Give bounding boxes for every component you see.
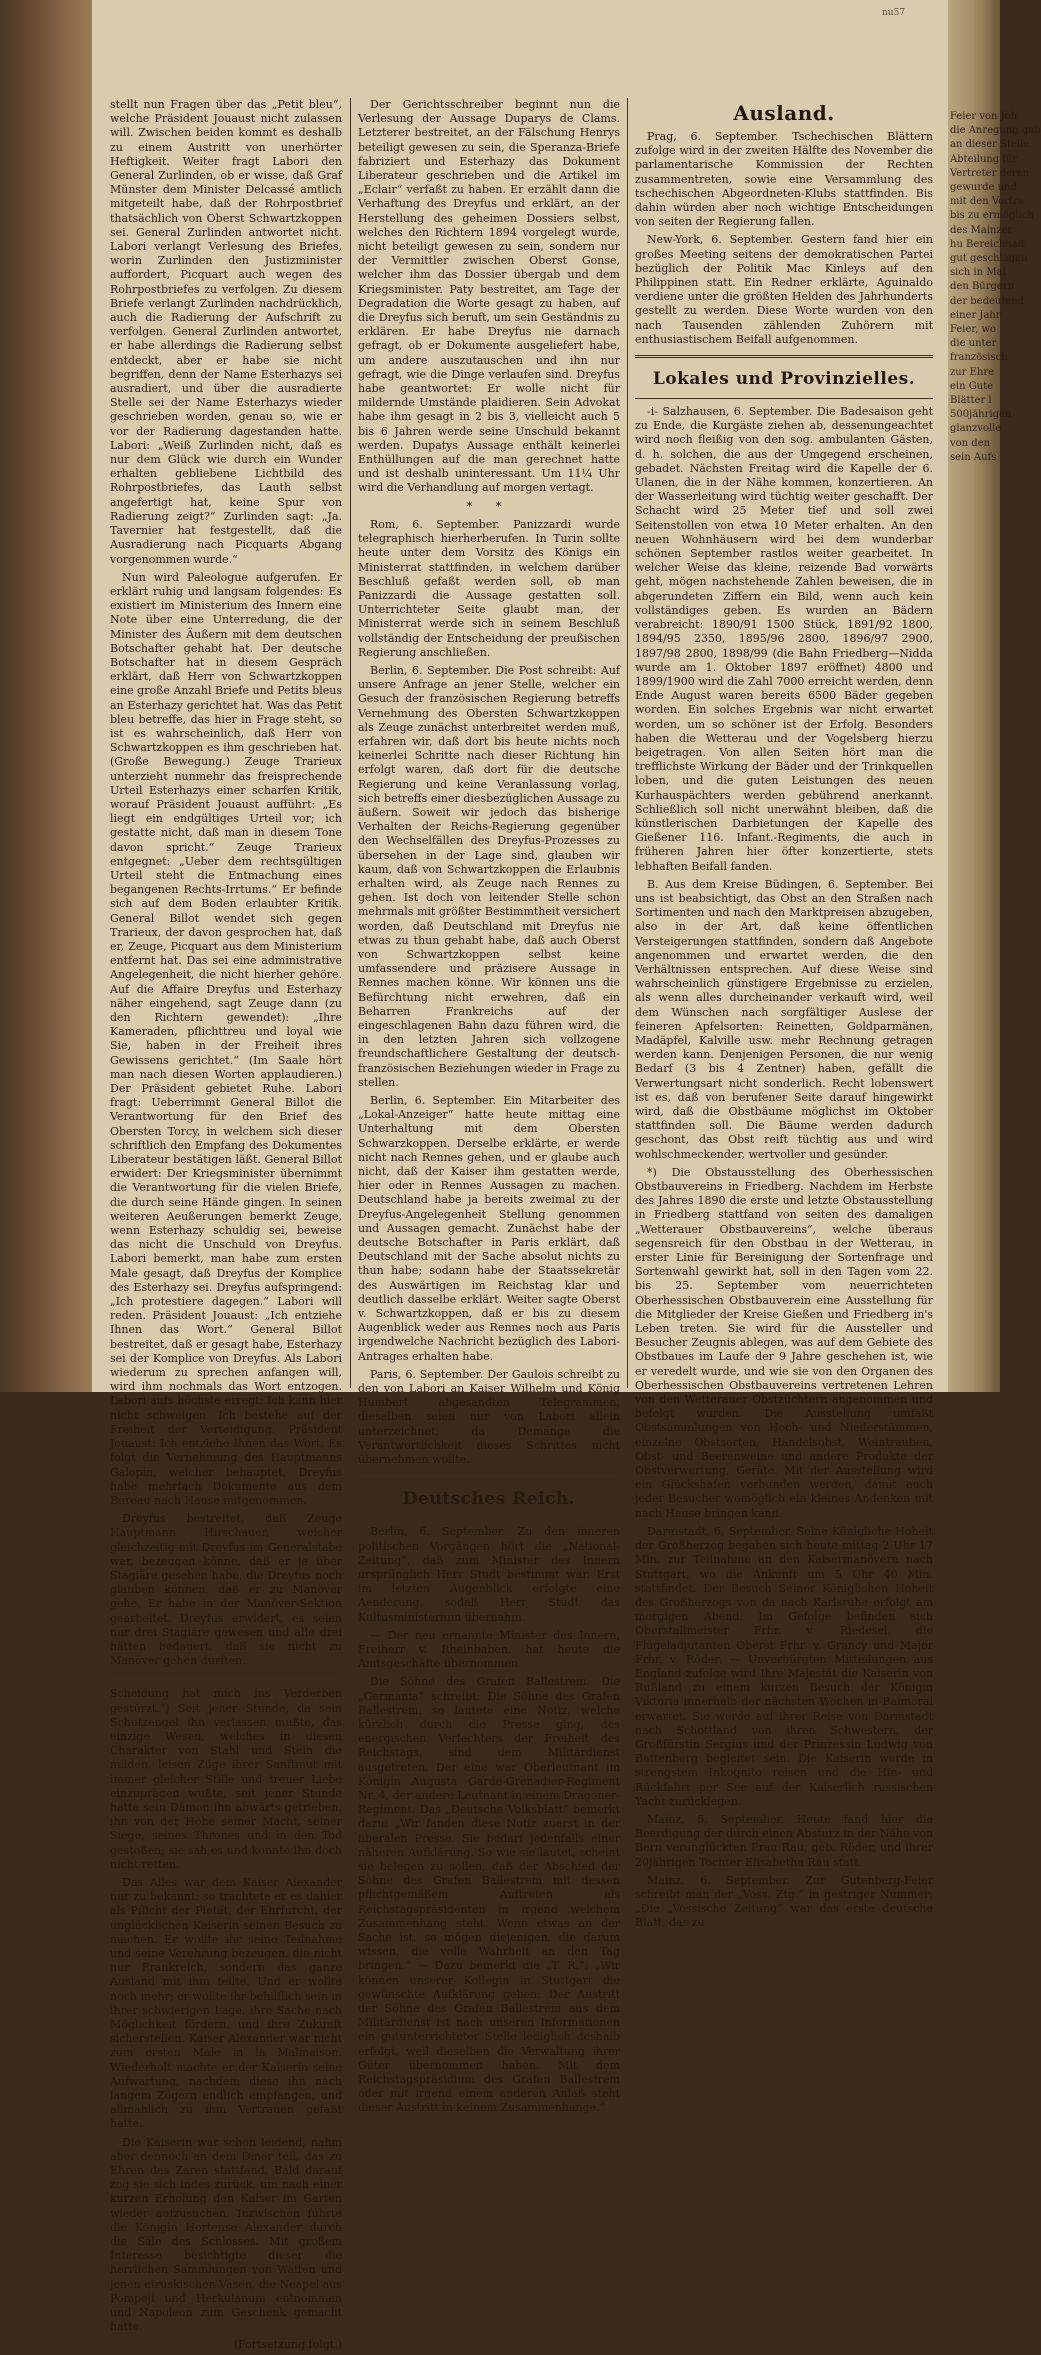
article-paragraph: stellt nun Fragen über das „Petit bleu“, welche Präsident Jouaust nicht zulassen will. Zwischen beiden kommt es deshalb zu einem Austritt von unerhörter Heftigkeit. Weiter fragt Labori den General Zurlinden, ob er wisse, daß Graf Münster dem Minister Delcassé amtlich mitgeteilt habe, daß der Rohrpostbrief thatsächlich von Oberst Schwartzkoppen sei. General Zurlinden antwortet nicht. Labori verlangt Verlesung des Briefes, worin Zurlinden den Justizminister auffordert, Picquart auch wegen des Rohrpostbriefes zu verfolgen. Zu diesem Briefe verlangt Zurlinden nachdrücklich, auch die Radierung der Aufschrift zu verfolgen. General Zurlinden antwortet, er habe allerdings die Radierung selbst entdeckt, aber er habe sie nicht begriffen, denn der Name Esterhazys sei ausradiert, und über die ausradierte Stelle sei der Name Esterhazys wieder geschrieben worden, genau so, wie er vor der Radierung dagestanden hatte. Labori: „Weiß Zurlinden nicht, daß es nur dem Glück wie durch ein Wunder erhalten gebliebene Lichtbild des Rohrpostbriefes, das Lauth selbst angefertigt hat, keine Spur von Radierung zeigt?“ Zurlinden sagt: „Ja. Tavernier hat festgestellt, daß die Ausradierung nach Picquarts Abgang vorgenommen wurde.“	[110, 98, 342, 566]
adjacent-page-edge	[948, 0, 1041, 1392]
separator-dots: * *	[466, 499, 512, 513]
article-paragraph: Der Gerichtsschreiber beginnt nun die Verlesung der Aussage Duparys de Clams. Letzterer bestreitet, an der Fälschung Henrys beteiligt gewesen zu sein, die Speranza-Briefe fabriziert und Esterhazy das Dokument Liberateur geschrieben und die Artikel im „Eclair“ verfaßt zu haben. Er erzählt dann die Verhaftung des Dreyfus und erklärt, an der Herstellung des geheimen Dossiers selbst, welches den Richtern 1894 vorgelegt wurde, nicht beteiligt gewesen zu sein, sondern nur der Vermittler zwischen Oberst Gonse, welcher ihm das Dossier übergab und dem Kriegsminister. Paty bestreitet, am Tage der Degradation die Worte gesagt zu haben, auf die Dreyfus sich beruft, um sein Geständnis zu erklären. Er habe Dreyfus nie darnach gefragt, ob er Dokumente ausgeliefert habe, um andere auszutauschen und ihn nur gefragt, wie die Dinge verlaufen sind. Dreyfus habe geantwortet: Er wolle nicht für mildernde Umstände plaidieren. Sein Advokat habe ihm gesagt in 2 bis 3, vielleicht auch 5 bis 6 Jahren werde seine Unschuld bekannt werden. Dupatys Aussage enthält keinerlei Enthüllungen auf die man gerechnet hatte und ist deshalb uninteressant. Um 11¼ Uhr wird die Verhandlung auf morgen vertagt.	[358, 98, 620, 495]
article-paragraph: Prag, 6. September. Tschechischen Blättern zufolge wird in der zweiten Hälfte des November die parlamentarische Kommission der Rechten zusammentreten, sowie eine Versammlung des tschechischen Abgeordneten-Klubs stattfinden. Bis dahin würden aber noch wichtige Entscheidungen von seiten der Regierung fallen.	[635, 130, 933, 229]
section-heading-lokales: Lokales und Provinzielles.	[652, 369, 916, 390]
edge-line: ein Gute	[950, 380, 994, 392]
article-paragraph: New-York, 6. September. Gestern fand hier ein großes Meeting seitens der demokratischen Partei bezüglich der Politik Mac Kinleys auf den Philippinen statt. Ein Redner erklärte, Aguinaldo verdiene unter die größten Helden des Jahrhunderts gestellt zu werden. Diese Worte wurden von den nach Tausenden zählenden Zuhörern mit enthusiastischem Beifall aufgenommen.	[635, 233, 933, 346]
column-3	[635, 98, 933, 1935]
edge-line: die Anregung gab	[950, 125, 1041, 137]
section-heading-ausland: Ausland.	[733, 101, 835, 125]
edge-line: der bedeutend	[950, 295, 1025, 307]
article-paragraph: Berlin, 6. September. Die Post schreibt: Auf unsere Anfrage an jener Stelle, welcher ein Gesuch der französischen Regierung betreffs Vernehmung des Obersten Schwartzkoppen als Zeuge zunächst unterbreitet werden muß, erfahren wir, daß dort bis heute nichts noch keinerlei Schritte nach dieser Richtung hin erfolgt waren, daß dort für die deutsche Regierung und keine Veranlassung vorlag, sich betreffs einer diesbezüglichen Aussage zu äußern. Soweit wir jedoch das bisherige Verhalten der Reichs-Regierung gegenüber den Wechselfällen des Dreyfus-Prozesses zu übersehen in der Lage sind, glauben wir kaum, daß von Schwartzkoppen die Erlaubnis erhalten wird, als Zeuge nach Rennes zu gehen. Ist doch von leitender Stelle schon mehrmals mit größter Bestimmtheit versichert worden, daß Deutschland mit Dreyfus nie etwas zu thun gehabt habe, daß auch Oberst von Schwartzkoppen selbst keine umfassendere und präzisere Aussage in Rennes machen könne. Wir können uns die Befürchtung nicht erwehren, daß ein Beharren Frankreichs auf der eingeschlagenen Bahn dazu führen wird, die in den letzten Jahren sich vollzogene freundschaftlichere Gestaltung der deutsch-französischen Beziehungen wieder in Frage zu stellen.	[358, 663, 620, 1089]
article-paragraph: Darmstadt, 6. September. Seine Königliche Hoheit der Großherzog begaben sich heute mittag 2 Uhr 17 Min. zur Teilnahme an den Kaisermanövern nach Stuttgart, wo die Ankunft um 5 Uhr 40 Min. stattfindet. Der Besuch Seiner Königlichen Hoheit des Großherzogs von da nach Karlsruhe erfolgt am morgigen Abend. Im Gefolge befinden sich Oberstallmeister Frhr. v. Riedesel, die Flügeladjutanten Oberst Frhr. v. Grancy und Major Frhr. v. Röder. — Unverbürgten Mitteilungen aus England zufolge wird Ihre Majestät die Kaiserin von Rußland zu einem kurzen Besuch der Königin Viktoria innerhalb der nächsten Wochen in Balmoral erwartet. Sie werde auf ihrer Reise von Darmstadt nach Schottland von ihren Schwestern, der Großfürstin Sergius und der Prinzessin Ludwig von Battenberg begleitet sein. Die Kaiserin werde in strengstem Inkognito reisen und die Hin- und Rückfahrt per See auf der Kaiserlich russischen Yacht zurücklegen.	[635, 1524, 933, 1808]
edge-line: mit den Vortra	[950, 196, 1024, 208]
article-paragraph: Berlin, 6. September. Ein Mitarbeiter des „Lokal-Anzeiger“ hatte heute mittag eine Unterhaltung mit dem Obersten Schwarzkoppen. Derselbe erklärte, er werde nicht nach Rennes gehen, und er glaube auch nicht, daß der Kaiser ihm gestatten werde, hier oder in Rennes Aussagen zu machen. Deutschland habe ja bereits zweimal zu der Dreyfus-Angelegenheit Stellung genommen und Aussagen gemacht. Zunächst habe der deutsche Botschafter in Paris erklärt, daß Deutschland mit der Sache absolut nichts zu thun habe; sodann habe der Staatssekretär des Auswärtigen im Reichstag klar und deutlich dasselbe erklärt. Weiter sagte Oberst v. Schwartzkoppen, daß er bis zu diesem Augenblick weder aus Rennes noch aus Paris irgendwelche Nachricht bezüglich des Labori-Antrages erhalten habe.	[358, 1094, 620, 1363]
edge-line: Blätter l	[950, 395, 992, 407]
page-number: nu57	[882, 8, 906, 18]
article-paragraph: Nun wird Paleologue aufgerufen. Er erklärt ruhig und langsam folgendes: Es existiert im Ministerium des Innern eine Note über eine Unterredung, die der Minister des Äußern mit dem deutschen Botschafter gehabt hat. Der deutsche Botschafter hat in diesem Gespräch erklärt, daß Herr von Schwartzkoppen eine große Anzahl Briefe und Petits bleus an Esterhazy gerichtet hat. Was das Petit bleu betreffe, das hier in Frage steht, so ist es wahrscheinlich, daß Herr von Schwartzkoppen es ihm geschrieben hat. (Große Bewegung.) Zeuge Trarieux unterzieht nunmehr das freisprechende Urteil Esterhazys einer scharfen Kritik, worauf Präsident Jouaust aufführt: „Es liegt ein endgültiges Urteil vor; ich gestatte nicht, daß man in diesem Tone davon spricht.“ Zeuge Trarieux entgegnet: „Ueber dem rechtsgültigen Urteil steht die Entmachung eines begangenen Rechts-Irrtums.“ Er befinde sich auf dem Boden erlaubter Kritik. General Billot wendet sich gegen Trarieux, der davon gesprochen hat, daß er, Zeuge, Picquart aus dem Ministerium entfernt hat. Das sei eine administrative Angelegenheit, die nicht hierher gehöre. Auf die Affaire Dreyfus und Esterhazy näher eingehend, sagt Zeuge dann (zu den Richtern gewendet): „Ihre Kameraden, pflichttreu und loyal wie Sie, haben in der Freiheit ihres Gewissens gerichtet.“ (Im Saale hört man nach diesen Worten applaudieren.) Der Präsident gebietet Ruhe. Labori fragt: Ueberrimmt General Billot die Verantwortung für den Brief des Obersten Torcy, in welchem sich dieser schriftlich den Empfang des Dokumentes Liberateur bestätigen läßt. General Billot erwidert: Der Kriegsminister übernimmt die Verantwortung für die vielen Briefe, die durch seine Hände gingen. In seinen weiteren Aeußerungen bemerkt Zeuge, wenn Esterhazy schuldig sei, beweise das nicht die Unschuld von Dreyfus. Labori bemerkt, man habe zum ersten Male gesagt, daß Dreyfus der Komplice des Esterhazy sei. Dreyfus aufspringend: „Ich protestiere dagegen.“ Labori will reden. Präsident Jouaust: „Ich entziehe Ihnen das Wort.“ General Billot bestreitet, daß er gesagt habe, Esterhazy sei der Komplice von Dreyfus. Als Labori wiederum zu sprechen anfangen will, wird ihm nochmals das Wort entzogen. Labori aufs höchste erregt: Ich kann hier nicht schweigen. Ich bestehe auf der Freiheit der Verteidigung. Präsident Jouaust: Ich entziehe Ihnen das Wort. Es folgt die Vernehmung des Hauptmanns Galopin, welcher behauptet, Dreyfus habe mehrfach Dokumente aus dem Bureau nach Hause mitgenommen.	[110, 570, 342, 1507]
article-paragraph: Dreyfus bestreitet, daß Zeuge Hauptmann Hirschauer, welcher gleichzeitig mit Dreyfus im Generalstabe war, bezeugen könne, daß er je über Stagiäre gesehen habe, die Dreyfus noch glauben können, daß er zu Manöver gehe. Er habe in der Manöver-Sektion gearbeitet. Dreyfus erwidert, es seien nur drei Stagiäre gewesen und alle drei hätten bedauert, daß sie nicht zu Manöver gehen durften.	[110, 1512, 342, 1668]
edge-line: französisch	[950, 352, 1008, 364]
feuilleton-paragraph: Die Kaiserin war schon leidend, nahm aber dennoch an dem Diner teil, das zu Ehren des Zaren stattfand. Bald darauf zog sie sich indes zurück, um nach einer kurzen Erholung den Kaiser im Garten wieder aufzusuchen. Inzwischen führte die Königin Hortense Alexander durch die Säle des Schlosses. Mit großem Interesse besichtigte dieser die herrlichen Sammlungen von Waffen und jenen etruskischen Vasen, die Neapel aus Pompeji und Herkulanum entnommen und Napoleon zum Geschenk gemacht hatte.	[110, 2135, 343, 2334]
edge-line: Abteilung für	[950, 153, 1018, 165]
feuilleton-paragraph: Das Alles war dem Kaiser Alexander nur zu bekannt; so trachtete er es dahier als Pflicht der Pietät, der Ehrfurcht, der unglücklichen Kaiserin seinen Besuch zu machen. Er wollte ihr seine Teilnahme und seine Verehrung bezeugen, die nicht nur Frankreich, sondern das ganze Ausland mit ihm teilte. Und er wollte noch mehr; er wollte ihr behilflich sein in ihrer schwierigen Lage, ihre Sache nach Möglichkeit fördern, und ihre Zukunft sicherstellen. Kaiser Alexander war nicht zum ersten Male in la Malmaison. Wiederholt machte er der Kaiserin seine Aufwartung, nachdem diese ihn nach langem Zögern endlich empfangen, und allmählich zu ihm Vertrauen gefaßt hatte.	[110, 1875, 342, 2131]
edge-line: Feier, wo	[950, 324, 997, 336]
article-paragraph: -i- Salzhausen, 6. September. Die Badesaison geht zu Ende, die Kurgäste ziehen ab, dessenungeachtet wird noch fleißig von den sog. ambulanten Gästen, d. h. solchen, die aus der Umgegend erscheinen, gebadet. Nächsten Freitag wird die Kapelle der 6. Ulanen, die in der Nähe kommen, konzertieren. An der Wasserleitung wird tüchtig weiter geschafft. Der Schacht wird 25 Meter tief und soll zwei Seitenstollen von etwa 10 Meter erhalten. An den neuen Wohnhäusern wird bei dem wunderbar schönen September rastlos weiter gearbeitet. In welcher Weise das kleine, reizende Bad vorwärts geht, mögen nachstehende Zahlen beweisen, die in abgerundeten Ziffern ein Bild, wenn auch kein vollständiges geben. Es wurden an Bädern verabreicht: 1890/91 1500 Stück, 1891/92 1800, 1894/95 2350, 1895/96 2800, 1896/97 2900, 1897/98 2800, 1898/99 (die Bahn Friedberg—Nidda wurde am 1. Oktober 1897 eröffnet) 4800 und 1899/1900 wird die Zahl 7000 erreicht werden, denn Ende August waren bereits 6500 Bäder gegeben worden. Ein solches Ergebnis war nicht erwartet worden, um so schöner ist der Erfolg. Besonders haben die Wetterau und der Vogelsberg hierzu beigetragen. Von allen Seiten hört man die trefflichste Wirkung der Bäder und der Trinkquellen loben, und die guten Leistungen des neuen Kurhauspächters werden gebührend anerkannt. Schließlich soll nicht unerwähnt bleiben, daß die künstlerischen Darbietungen der Kapelle des Gießener 116. Infant.-Regiments, die auch in früheren Jahren hier öfter konzertierte, stets lebhaften Beifall fanden.	[635, 405, 933, 873]
edge-line: bis zu ermöglich	[950, 210, 1034, 222]
edge-line: glanzvolle	[950, 423, 1002, 435]
edge-line: einer Jahr	[950, 309, 1001, 321]
edge-line: 500jährigen	[950, 409, 1012, 421]
heading-rule	[358, 1518, 620, 1519]
article-paragraph: Berlin, 6. September. Zu den inneren politischen Vorgängen hört die „National-Zeitung“, daß zum Minister des Innern ursprünglich Herr Studt bestimmt war. Erst im letzten Augenblick erfolgte eine Aenderung, sodaß Herr Studt das Kultusministerium übernahm.	[358, 1525, 620, 1624]
edge-line: den Bürgern	[950, 281, 1015, 293]
article-paragraph: *) Die Obstausstellung des Oberhessischen Obstbauvereins in Friedberg. Nachdem im Herbste des Jahres 1890 die erste und letzte Obstausstellung in Friedberg stattfand von seiten des damaligen „Wetterauer Obstbauvereins“, welche überaus segensreich für den Obstbau in der Wetterau, in erster Linie für Bereinigung der Sortenfrage und Sortenwahl gewirkt hat, soll in den Tagen vom 22. bis 25. September vom neuerrichteten Oberhessischen Obstbauverein eine Ausstellung für die Mitglieder der Kreise Gießen und Friedberg in's Leben treten. Sie wird für die Aussteller und Besucher Zeugnis ablegen, was auf dem Gebiete des Obstbaues im Laufe der 9 Jahre geschehen ist, wie er veredelt wurde, und wie sie von den Organen des Oberhessischen Obstbauvereins vertretenen Lehren von den Wetterauer Obstzüchtern angenommen und befolgt wurden. Die Ausstellung umfaßt Obstsammlungen von Hoch- und Niederstämmen, einzelne Obstsorten, Handelsobst, Weintrauben, Obst- und Beerenweine und andere Produkte der Obstverwertung, Geräte. Mit der Ausstellung wird ein Glückshafen verbunden werden, damit auch jeder Besucher womöglich ein kleines Andenken mit nach Hause bringen kann.	[635, 1165, 933, 1520]
feuilleton-paragraph: Scheidung hat mich ins Verderben gestürzt.“) Seit jener Stunde, da sein Schutzengel ihn verlassen mußte, das einzige Wesen, welches in diesen Charakter von Stahl und Stein die milden, leisen Züge ihrer Sanftmut mit immer gleicher Stille und treuer Liebe einzuprägen wußte, seit jener Stunde hatte sein Dämon ihn abwärts getrieben, ihn von der Höhe seiner Macht, seiner Siege, seines Thrones und in den Tod gestoßen; sie sah es und konnte ihn doch nicht retten.	[110, 1687, 342, 1871]
book-binding-left	[0, 0, 92, 1392]
section-divider	[110, 1676, 342, 1679]
section-heading-deutsches-reich: Deutsches Reich.	[402, 1489, 576, 1510]
column-rule-1	[350, 98, 351, 1388]
edge-line: von den	[950, 437, 991, 449]
edge-line: sein Aufs	[950, 451, 997, 463]
edge-line: sich in Mai	[950, 267, 1006, 279]
heading-rule	[635, 398, 933, 399]
section-divider	[358, 1475, 620, 1478]
edge-line: des Mainzer	[950, 224, 1013, 236]
section-divider	[635, 355, 933, 358]
edge-line: die unter	[950, 338, 997, 350]
article-paragraph: Die Söhne des Grafen Ballestrem. Die „Germania“ schreibt: Die Söhne des Grafen Ballestrem, so lautete eine Notiz, welche kürzlich durch die Presse ging, des energischen Verfechters der Freiheit des Reichstags, sind dem Militärdienst ausgetreten. Der eine war Oberleutnant im Königin Augusta Garde-Grenadier-Regiment Nr. 4, der andere Leutnant in einem Dragoner-Regiment. Das „Deutsche Volksblatt“ bemerkt dazu: „Wir fanden diese Notiz zuerst in der liberalen Presse. Sie bedarf jedenfalls einer näheren Aufklärung. So wie sie lautet, scheint sie belegen zu sollen, daß der Abschied der Söhne des Grafen Ballestrem mit dessen pflichtgemäßem Auftreten als Reichstagspräsidenten in irgend welchem Zusammenhang steht. Wenn etwas an der Sache ist, so mögen diejenigen, die darum wissen, die volle Wahrheit an den Tag bringen.“ — Dazu bemerkt die „T. R.“: „Wir können unserer Kollegin in Stuttgart die gewünschte Aufklärung geben: Der Austritt der Söhne des Grafen Ballestrem aus dem Militärdienst ist nach unseren Informationen ein gutunterrichteter Stelle lediglich deshalb erfolgt, weil dieselben die Verwaltung ihrer Güter übernommen haben. Mit dem Reichstagspräsidium des Grafen Ballestrem oder mit irgend einem anderen Anlaß steht dieser Austritt in keinem Zusammenhange.“	[358, 1675, 620, 2115]
edge-line: an dieser Stelle	[950, 139, 1030, 151]
edge-line: gewurde und	[950, 182, 1017, 194]
edge-line: Feier von Joh	[950, 111, 1018, 122]
adjacent-page-text	[950, 110, 1041, 465]
article-paragraph: — Der neu ernannte Minister des Innern, Freiherr v. Rheinbaben, hat heute die Amtsgeschäfte übernommen.	[358, 1628, 620, 1671]
edge-line: Vertreter deren	[950, 167, 1030, 179]
continued-note: (Fortsetzung folgt.)	[233, 2338, 342, 2352]
edge-line: zur Ehre	[950, 366, 995, 378]
newspaper-page	[92, 0, 948, 2352]
column-1	[110, 98, 342, 2355]
article-paragraph: Paris, 6. September. Der Gaulois schreibt zu den von Labori an Kaiser Wilhelm und König Humbert abgesandten Telegrammen, dieselben seien nur von Labori allein unterzeichnet, da Demange die Verantwortlichkeit dieses Schrittes nicht übernehmen wollte.	[358, 1367, 620, 1467]
column-rule-2	[627, 98, 628, 1388]
edge-line: hu Bereichhalt	[950, 238, 1025, 250]
article-paragraph: Mainz, 5. September. Heute fand hier die Beerdigung der durch einen Absturz in der Nähe von Bern verunglückten Frau Rau, geb. Röder, und ihrer 20jährigen Tochter Elisabetha Rau statt.	[635, 1812, 933, 1869]
article-paragraph: Mainz, 6. September. Zur Gutenberg-Feier schreibt man der „Voss. Ztg.“ in gestriger Nummer: „Die „Vossische Zeitung“ war das erste deutsche Blatt, das zu	[635, 1873, 933, 1930]
article-paragraph: Rom, 6. September. Panizzardi wurde telegraphisch hierherberufen. In Turin sollte heute unter dem Vorsitz des Königs ein Ministerrat stattfinden, in welchem darüber Beschluß gefaßt werden soll, ob man Panizzardi die Aussage gestatten soll. Unterrichteter Seite glaubt man, der Ministerrat werde sich in seinem Beschluß vollständig der Entscheidung der preußischen Regierung anschließen.	[358, 517, 620, 659]
column-2	[358, 98, 620, 2120]
article-paragraph: B. Aus dem Kreise Büdingen, 6. September. Bei uns ist beabsichtigt, das Obst an den Straßen nach Sortimenten und nach den Marktpreisen abzugeben, also in der Art, daß keine öffentlichen Versteigerungen stattfinden, sondern daß Angebote angenommen und erwartet werden, die den Verhältnissen entsprechen. Auf diese Weise sind wahrscheinlich günstigere Ergebnisse zu erzielen, als wenn alles durcheinander verkauft wird, weil dem Wünschen nach sorgfältiger Auslese der feineren Apfelsorten: Reinetten, Goldparmänen, Madäpfel, Kalville usw. mehr Rechnung getragen werden kann. Denjenigen Personen, die nur wenig Bedarf (3 bis 4 Zentner) haben, gefällt die Verwertungsart nicht sonderlich. Recht lobenswert ist es, daß von berufener Seite darauf hingewirkt wird, daß die Obstbäume möglichst im Oktober stattfinden soll. Die Bäume werden dadurch geschont, das Obst reift tüchtig aus und wird wohlschmeckender, wertvoller und gesünder.	[635, 877, 933, 1161]
edge-line: gut geschlagen	[950, 253, 1028, 265]
